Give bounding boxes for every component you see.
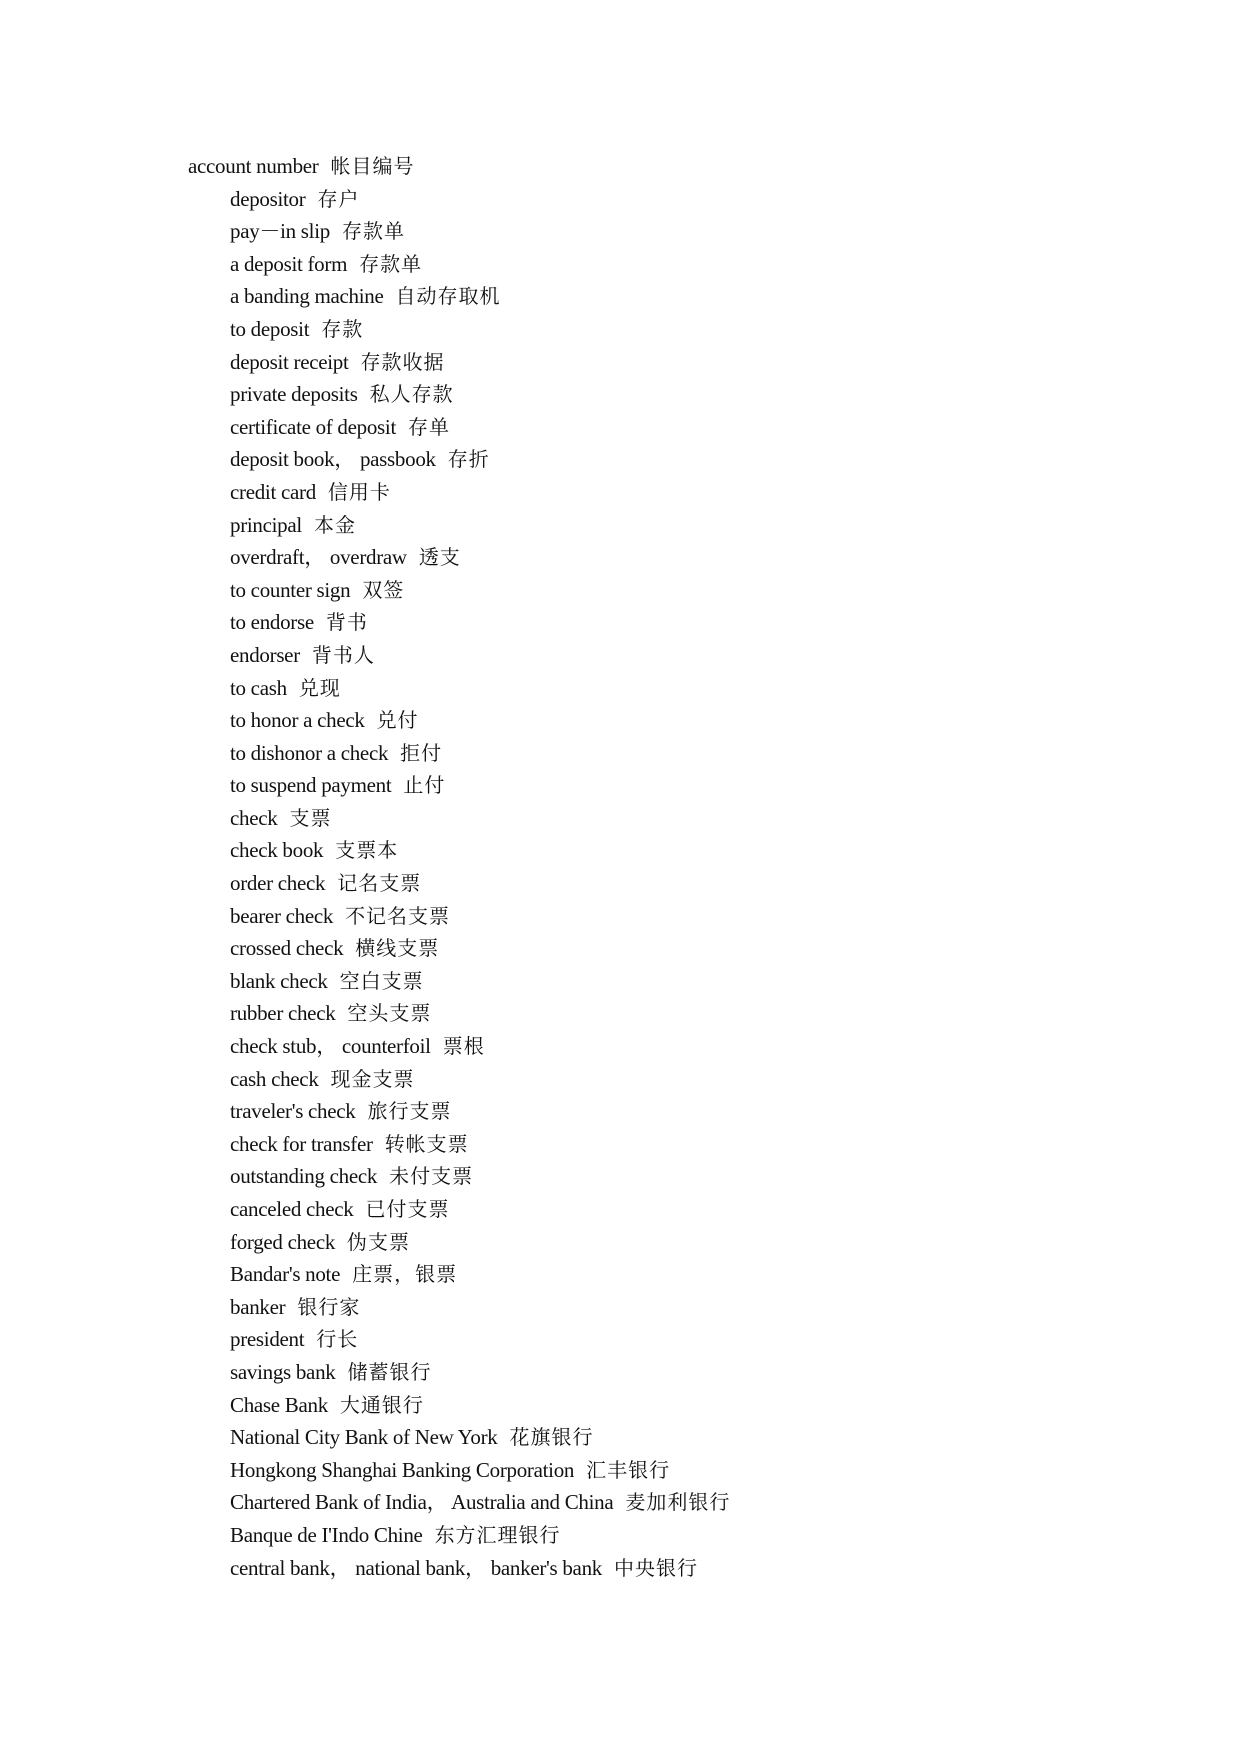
glossary-entry bbox=[230, 900, 730, 933]
entry-translation: 兑现 bbox=[298, 675, 341, 700]
glossary-entry bbox=[230, 411, 730, 444]
glossary-entry bbox=[230, 1519, 730, 1552]
glossary-entry bbox=[230, 932, 730, 965]
glossary-entry bbox=[230, 346, 730, 379]
glossary-entry bbox=[230, 965, 730, 998]
glossary-entry bbox=[230, 1063, 730, 1096]
glossary-entry bbox=[230, 541, 730, 574]
entry-term: Banque de I'Indo Chine bbox=[230, 1522, 423, 1547]
entry-translation: 双签 bbox=[362, 577, 405, 602]
entry-term: a banding machine bbox=[230, 284, 384, 309]
glossary-entry bbox=[230, 1421, 730, 1454]
entry-term: deposit book， passbook bbox=[230, 447, 436, 472]
glossary-entry bbox=[230, 867, 730, 900]
glossary-entry bbox=[230, 443, 730, 476]
entry-translation: 记名支票 bbox=[337, 871, 422, 896]
entry-translation: 信用卡 bbox=[327, 479, 391, 504]
entry-term: to endorse bbox=[230, 610, 314, 635]
glossary-entry bbox=[230, 672, 730, 705]
entry-term: pay－in slip bbox=[230, 219, 330, 244]
glossary-entry bbox=[230, 476, 730, 509]
entry-term: to cash bbox=[230, 675, 287, 700]
entry-translation: 存款收据 bbox=[360, 349, 445, 374]
heading-term: account number bbox=[188, 154, 319, 178]
entry-translation: 花旗银行 bbox=[509, 1425, 594, 1450]
glossary-heading bbox=[188, 150, 730, 183]
entry-term: Chartered Bank of India， Australia and China bbox=[230, 1490, 614, 1515]
entry-translation: 中央银行 bbox=[613, 1555, 698, 1580]
entry-term: traveler's check bbox=[230, 1099, 356, 1124]
entry-term: principal bbox=[230, 512, 302, 537]
entry-term: blank check bbox=[230, 968, 328, 993]
glossary-entry bbox=[230, 1323, 730, 1356]
entry-translation: 止付 bbox=[403, 773, 446, 798]
entry-term: private deposits bbox=[230, 382, 358, 407]
entry-term: a deposit form bbox=[230, 251, 348, 276]
glossary-entry bbox=[230, 704, 730, 737]
glossary-entry bbox=[230, 248, 730, 281]
glossary-entry bbox=[230, 737, 730, 770]
entry-translation: 支票 bbox=[289, 805, 332, 830]
glossary-entry bbox=[230, 215, 730, 248]
entry-translation: 麦加利银行 bbox=[625, 1490, 731, 1515]
glossary-entry bbox=[230, 1258, 730, 1291]
glossary-entry bbox=[230, 1193, 730, 1226]
entry-translation: 庄票，银票 bbox=[352, 1262, 458, 1287]
glossary-entry bbox=[230, 802, 730, 835]
glossary-entry bbox=[230, 1160, 730, 1193]
glossary-entry bbox=[230, 1356, 730, 1389]
entry-term: certificate of deposit bbox=[230, 414, 396, 439]
glossary-entry bbox=[230, 1095, 730, 1128]
entry-translation: 背书人 bbox=[311, 642, 375, 667]
entry-translation: 横线支票 bbox=[355, 936, 440, 961]
glossary-entry bbox=[230, 1291, 730, 1324]
glossary-entry bbox=[230, 509, 730, 542]
glossary-entry bbox=[230, 1486, 730, 1519]
entry-term: National City Bank of New York bbox=[230, 1425, 498, 1450]
entry-translation: 存户 bbox=[317, 186, 360, 211]
entry-term: check stub， counterfoil bbox=[230, 1034, 431, 1059]
entry-translation: 拒付 bbox=[400, 740, 443, 765]
glossary-entry bbox=[230, 606, 730, 639]
entry-term: order check bbox=[230, 871, 326, 896]
entry-term: deposit receipt bbox=[230, 349, 349, 374]
entry-term: to counter sign bbox=[230, 577, 351, 602]
entry-translation: 转帐支票 bbox=[384, 1131, 469, 1156]
glossary-list bbox=[188, 150, 730, 1584]
glossary-entry bbox=[230, 834, 730, 867]
entry-term: Chase Bank bbox=[230, 1392, 328, 1417]
entry-translation: 存折 bbox=[447, 447, 490, 472]
entry-term: forged check bbox=[230, 1229, 336, 1254]
entry-translation: 透支 bbox=[418, 545, 461, 570]
glossary-entry bbox=[230, 1030, 730, 1063]
entry-translation: 未付支票 bbox=[389, 1164, 474, 1189]
entry-term: overdraft， overdraw bbox=[230, 545, 407, 570]
entry-translation: 支票本 bbox=[335, 838, 399, 863]
entry-term: savings bank bbox=[230, 1359, 336, 1384]
entry-term: to dishonor a check bbox=[230, 740, 389, 765]
entry-term: Bandar's note bbox=[230, 1262, 341, 1287]
entry-term: Hongkong Shanghai Banking Corporation bbox=[230, 1457, 575, 1482]
glossary-entry bbox=[230, 769, 730, 802]
glossary-entry bbox=[230, 1454, 730, 1487]
entry-term: president bbox=[230, 1327, 305, 1352]
entry-translation: 不记名支票 bbox=[345, 903, 451, 928]
glossary-entry bbox=[230, 313, 730, 346]
entry-term: to deposit bbox=[230, 316, 310, 341]
entry-term: check for transfer bbox=[230, 1131, 373, 1156]
entry-term: endorser bbox=[230, 642, 300, 667]
entry-term: canceled check bbox=[230, 1197, 354, 1221]
entry-term: banker bbox=[230, 1294, 286, 1319]
glossary-entry bbox=[230, 639, 730, 672]
glossary-entry bbox=[230, 574, 730, 607]
entry-translation: 银行家 bbox=[297, 1294, 361, 1319]
entry-translation: 私人存款 bbox=[369, 382, 454, 407]
entry-translation: 空头支票 bbox=[347, 1001, 432, 1026]
glossary-entry bbox=[230, 183, 730, 216]
entry-translation: 自动存取机 bbox=[395, 284, 501, 309]
entry-translation: 空白支票 bbox=[339, 968, 424, 993]
entry-term: credit card bbox=[230, 479, 316, 504]
entry-translation: 储蓄银行 bbox=[347, 1359, 432, 1384]
entry-translation: 兑付 bbox=[376, 708, 419, 733]
entry-term: to honor a check bbox=[230, 708, 365, 733]
glossary-entry bbox=[230, 280, 730, 313]
entry-translation: 本金 bbox=[313, 512, 356, 537]
entry-translation: 现金支票 bbox=[330, 1066, 415, 1091]
entry-term: to suspend payment bbox=[230, 773, 392, 798]
entry-translation: 大通银行 bbox=[339, 1392, 424, 1417]
entry-translation: 存款单 bbox=[359, 251, 423, 276]
entry-translation: 背书 bbox=[325, 610, 368, 635]
entry-term: cash check bbox=[230, 1066, 319, 1091]
entry-translation: 伪支票 bbox=[347, 1229, 411, 1254]
entry-term: bearer check bbox=[230, 903, 334, 928]
glossary-entry bbox=[230, 1226, 730, 1259]
glossary-entry bbox=[230, 378, 730, 411]
glossary-entry bbox=[230, 1128, 730, 1161]
glossary-entry bbox=[230, 1389, 730, 1422]
entry-term: depositor bbox=[230, 186, 306, 211]
entry-translation: 存单 bbox=[407, 414, 450, 439]
entry-translation: 已付支票 bbox=[365, 1197, 450, 1221]
entry-term: check bbox=[230, 805, 278, 830]
glossary-entry bbox=[230, 1552, 730, 1585]
entry-translation: 东方汇理银行 bbox=[434, 1522, 561, 1547]
heading-translation: 帐目编号 bbox=[330, 154, 415, 178]
entry-translation: 汇丰银行 bbox=[586, 1457, 671, 1482]
entry-term: crossed check bbox=[230, 936, 344, 961]
entry-term: central bank， national bank， banker's bank bbox=[230, 1555, 602, 1580]
entry-term: outstanding check bbox=[230, 1164, 378, 1189]
entry-translation: 存款 bbox=[321, 316, 364, 341]
entry-translation: 存款单 bbox=[341, 219, 405, 244]
glossary-entry bbox=[230, 997, 730, 1030]
entry-translation: 票根 bbox=[442, 1034, 485, 1059]
entry-term: check book bbox=[230, 838, 324, 863]
entry-translation: 行长 bbox=[316, 1327, 359, 1352]
entry-translation: 旅行支票 bbox=[367, 1099, 452, 1124]
entry-term: rubber check bbox=[230, 1001, 336, 1026]
